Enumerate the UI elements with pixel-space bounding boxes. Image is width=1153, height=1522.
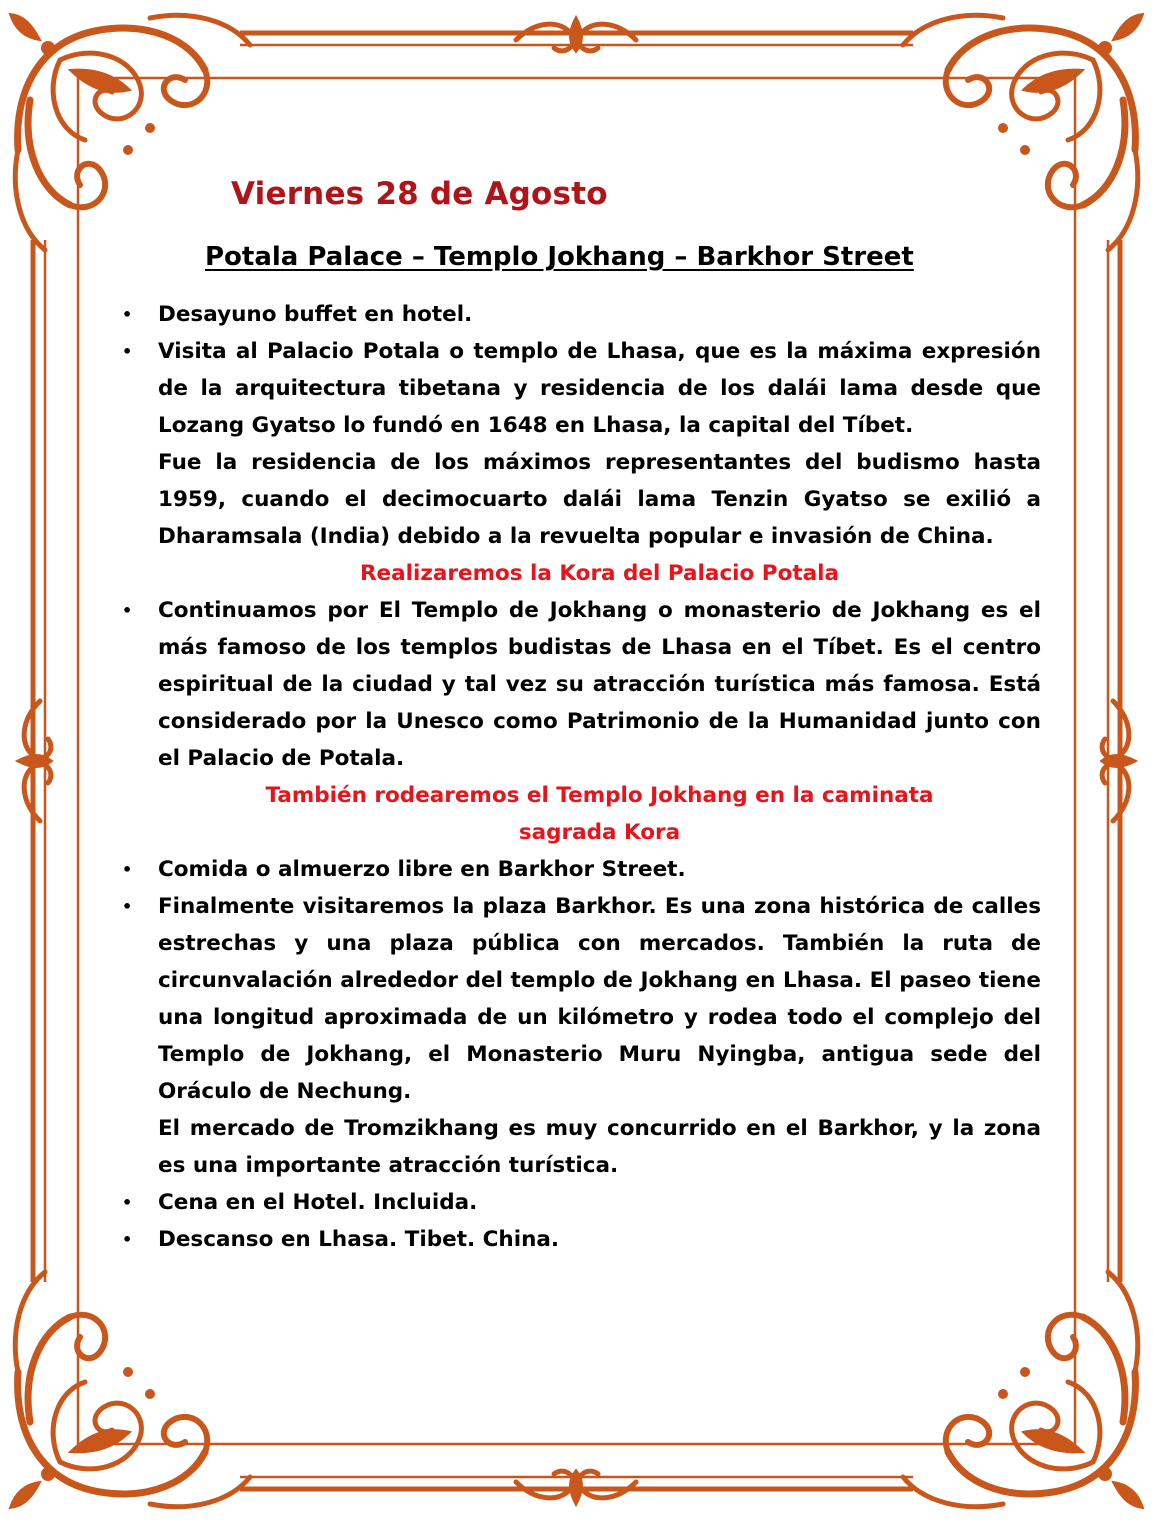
highlight-jokhang-kora-line1: También rodearemos el Templo Jokhang en la caminata bbox=[265, 783, 934, 808]
route-subtitle: Potala Palace – Templo Jokhang – Barkhor Street bbox=[205, 242, 914, 272]
bullet-icon: • bbox=[122, 342, 133, 361]
list-item bbox=[120, 1184, 1041, 1221]
item-text: Finalmente visitaremos la plaza Barkhor. Es una zona histórica de calles estrechas y una plaza pública con mercados. También la ruta de circunvalación alrededor del templo de Jokhang en Lhasa. El paseo tiene una longitud aproximada de un kilómetro y rodea todo el complejo del Templo de Jokhang, el Monasterio Muru Nyingba, antigua sede del Oráculo de Nechung. bbox=[158, 894, 1041, 1104]
item-text: Visita al Palacio Potala o templo de Lhasa, que es la máxima expresión de la arquitectura tibetana y residencia de los dalái lama desde que Lozang Gyatso lo fundó en 1648 en Lhasa, la capital del Tíbet. bbox=[158, 339, 1041, 438]
bullet-icon: • bbox=[122, 1230, 133, 1249]
highlight-jokhang-kora-line2: sagrada Kora bbox=[518, 820, 681, 845]
bullet-icon: • bbox=[122, 1193, 133, 1212]
item-text-continued: El mercado de Tromzikhang es muy concurrido en el Barkhor, y la zona es una importante atracción turística. bbox=[158, 1116, 1041, 1178]
bullet-icon: • bbox=[122, 601, 133, 620]
date-heading: Viernes 28 de Agosto bbox=[231, 176, 608, 212]
item-text-continued: Fue la residencia de los máximos representantes del budismo hasta 1959, cuando el decimocuarto dalái lama Tenzin Gyatso se exilió a Dharamsala (India) debido a la revuelta popular e invasión de China. bbox=[158, 450, 1041, 549]
item-text: Continuamos por El Templo de Jokhang o monasterio de Jokhang es el más famoso de los templos budistas de Lhasa en el Tíbet. Es el centro espiritual de la ciudad y tal vez su atracción turística más famosa. Está considerado por la Unesco como Patrimonio de la Humanidad junto con el Palacio de Potala. bbox=[158, 598, 1041, 771]
item-text: Cena en el Hotel. Incluida. bbox=[158, 1190, 478, 1215]
item-text: Comida o almuerzo libre en Barkhor Street. bbox=[158, 857, 686, 882]
list-item bbox=[120, 592, 1041, 777]
list-item bbox=[120, 888, 1041, 1184]
item-text: Descanso en Lhasa. Tibet. China. bbox=[158, 1227, 560, 1252]
bullet-icon: • bbox=[122, 860, 133, 879]
bullet-icon: • bbox=[122, 305, 133, 324]
bullet-icon: • bbox=[122, 897, 133, 916]
list-item bbox=[120, 296, 1041, 333]
list-item bbox=[120, 851, 1041, 888]
itinerary-list bbox=[120, 296, 1041, 1258]
list-item bbox=[120, 1221, 1041, 1258]
item-text: Desayuno buffet en hotel. bbox=[158, 302, 473, 327]
list-item bbox=[120, 333, 1041, 555]
highlight-potala-kora: Realizaremos la Kora del Palacio Potala bbox=[359, 561, 839, 586]
